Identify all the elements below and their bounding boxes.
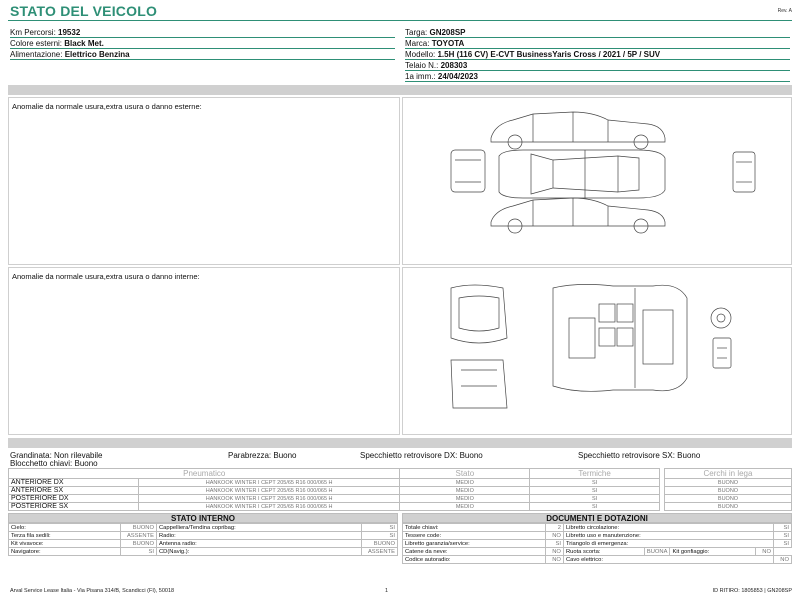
docs-value: 2 <box>545 524 563 532</box>
car-exterior-icon <box>403 98 793 266</box>
rim-state: BUONO <box>665 479 792 487</box>
docs-value: SI <box>774 540 792 548</box>
tire-state: MEDIO <box>400 503 530 511</box>
docs-section-title: DOCUMENTI E DOTAZIONI <box>402 513 792 523</box>
fuel-row: Alimentazione: Elettrico Benzina <box>10 49 395 60</box>
table-row <box>403 524 792 532</box>
table-row <box>403 548 792 556</box>
table-row <box>665 479 792 487</box>
interior-value: ASSENTE <box>121 532 157 540</box>
section-divider-bar <box>8 85 792 95</box>
docs-key: Totale chiavi: <box>403 524 546 532</box>
chassis-row: Telaio N.: 208303 <box>405 60 790 71</box>
docs-value: NO <box>774 556 792 564</box>
docs-value: NO <box>545 556 563 564</box>
rims-header: Cerchi in lega <box>665 469 792 479</box>
color-row: Colore esterni: Black Met. <box>10 38 395 49</box>
interior-key: Navigatore: <box>9 548 121 556</box>
table-row <box>403 556 792 564</box>
table-row <box>9 548 398 556</box>
footer-reference: ID RITIRO: 1805853 | GN208SP <box>712 588 792 594</box>
tires-header-row <box>9 469 660 479</box>
docs-key: Codice autoradio: <box>403 556 546 564</box>
interior-key: Antenna radio: <box>157 540 362 548</box>
docs-value: SI <box>774 532 792 540</box>
interior-value: ASSENTE <box>362 548 398 556</box>
table-row <box>9 495 660 503</box>
internal-car-diagram <box>402 267 792 435</box>
docs-value: BUONA <box>644 548 670 556</box>
page-title: STATO DEL VEICOLO <box>10 3 158 19</box>
interior-value: BUONO <box>121 540 157 548</box>
studs-header: Termiche <box>530 469 660 479</box>
footer-company: Arval Service Lease Italia - Via Pisana 314/B, Scandicci (FI), 50018 <box>10 588 175 594</box>
header-rule <box>8 20 792 21</box>
footer-page-number: 1 <box>385 588 389 594</box>
tires-table <box>8 468 660 511</box>
interior-key: Cielo: <box>9 524 121 532</box>
docs-key: Libretto garanzia/service: <box>403 540 546 548</box>
mirror-dx-status: Specchietto retrovisore DX: Buono <box>360 451 483 460</box>
tire-studs: SI <box>530 503 660 511</box>
table-row <box>403 532 792 540</box>
rims-table <box>664 468 792 511</box>
tire-studs: SI <box>530 479 660 487</box>
tire-description: HANKOOK WINTER I CEPT 205/65 R16 000/065 H <box>138 479 400 487</box>
interior-key: CD(Navig.): <box>157 548 362 556</box>
windshield-status: Parabrezza: Buono <box>228 451 297 460</box>
tire-header: Pneumatico <box>9 469 400 479</box>
rim-state: BUONO <box>665 495 792 503</box>
plate-row: Targa: GN208SP <box>405 27 790 38</box>
hail-status: Grandinata: Non rilevabile <box>10 451 103 460</box>
tire-description: HANKOOK WINTER I CEPT 205/65 R16 000/065 H <box>138 487 400 495</box>
state-header: Stato <box>400 469 530 479</box>
interior-value: BUONO <box>362 540 398 548</box>
external-damage-label: Anomalie da normale usura,extra usura o danno esterne: <box>12 102 202 111</box>
docs-value: NO <box>756 548 774 556</box>
interior-value: SI <box>121 548 157 556</box>
model-row: Modello: 1.5H (116 CV) E-CVT BusinessYaris Cross / 2021 / 5P / SUV <box>405 49 790 60</box>
interior-key: Radio: <box>157 532 362 540</box>
tire-state: MEDIO <box>400 479 530 487</box>
tire-description: HANKOOK WINTER I CEPT 205/65 R16 000/065 H <box>138 503 400 511</box>
docs-value: NO <box>545 532 563 540</box>
docs-value: NO <box>545 548 563 556</box>
car-interior-icon <box>403 268 793 436</box>
docs-key: Libretto uso e manutenzione: <box>563 532 773 540</box>
tire-state: MEDIO <box>400 495 530 503</box>
interior-key: Kit vivavoce: <box>9 540 121 548</box>
vehicle-info-right <box>405 27 790 82</box>
interior-key: Cappelliera/Tendina copribag: <box>157 524 362 532</box>
docs-table <box>402 523 792 564</box>
brand-row: Marca: TOYOTA <box>405 38 790 49</box>
rim-state: BUONO <box>665 503 792 511</box>
docs-key: Libretto circolazione: <box>563 524 773 532</box>
docs-key: Catene da neve: <box>403 548 546 556</box>
docs-value: SI <box>545 540 563 548</box>
docs-key: Tessere code: <box>403 532 546 540</box>
tire-state: MEDIO <box>400 487 530 495</box>
table-row <box>403 540 792 548</box>
interior-table <box>8 523 398 556</box>
table-row <box>665 503 792 511</box>
interior-value: SI <box>362 524 398 532</box>
external-car-diagram <box>402 97 792 265</box>
docs-value: SI <box>774 524 792 532</box>
docs-key: Kit gonfiaggio: <box>670 548 756 556</box>
tire-studs: SI <box>530 495 660 503</box>
external-damage-panel <box>8 97 400 265</box>
tire-studs: SI <box>530 487 660 495</box>
table-row <box>9 524 398 532</box>
vehicle-info-left <box>10 27 395 60</box>
rim-state: BUONO <box>665 487 792 495</box>
registration-row: 1a imm.: 24/04/2023 <box>405 71 790 82</box>
key-lock-status: Blocchetto chiavi: Buono <box>10 459 98 468</box>
docs-key: Triangolo di emergenza: <box>563 540 773 548</box>
tire-description: HANKOOK WINTER I CEPT 205/65 R16 000/065 H <box>138 495 400 503</box>
table-row <box>665 487 792 495</box>
mirror-sx-status: Specchietto retrovisore SX: Buono <box>578 451 701 460</box>
internal-damage-panel <box>8 267 400 435</box>
table-row <box>9 487 660 495</box>
interior-value: SI <box>362 532 398 540</box>
km-row: Km Percorsi: 19532 <box>10 27 395 38</box>
docs-key: Ruota scorta: <box>563 548 644 556</box>
table-row <box>665 495 792 503</box>
docs-key: Cavo elettrico: <box>563 556 773 564</box>
tire-position: ANTERIORE SX <box>9 487 139 495</box>
tire-position: POSTERIORE DX <box>9 495 139 503</box>
table-row <box>9 503 660 511</box>
table-row <box>9 532 398 540</box>
tire-position: POSTERIORE SX <box>9 503 139 511</box>
tire-position: ANTERIORE DX <box>9 479 139 487</box>
internal-damage-label: Anomalie da normale usura,extra usura o danno interne: <box>12 272 200 281</box>
status-divider-bar <box>8 438 792 448</box>
table-row <box>9 540 398 548</box>
interior-section-title: STATO INTERNO <box>8 513 398 523</box>
interior-key: Terza fila sedili: <box>9 532 121 540</box>
revision-label: Rev. A <box>777 8 792 14</box>
interior-value: BUONO <box>121 524 157 532</box>
table-row <box>9 479 660 487</box>
